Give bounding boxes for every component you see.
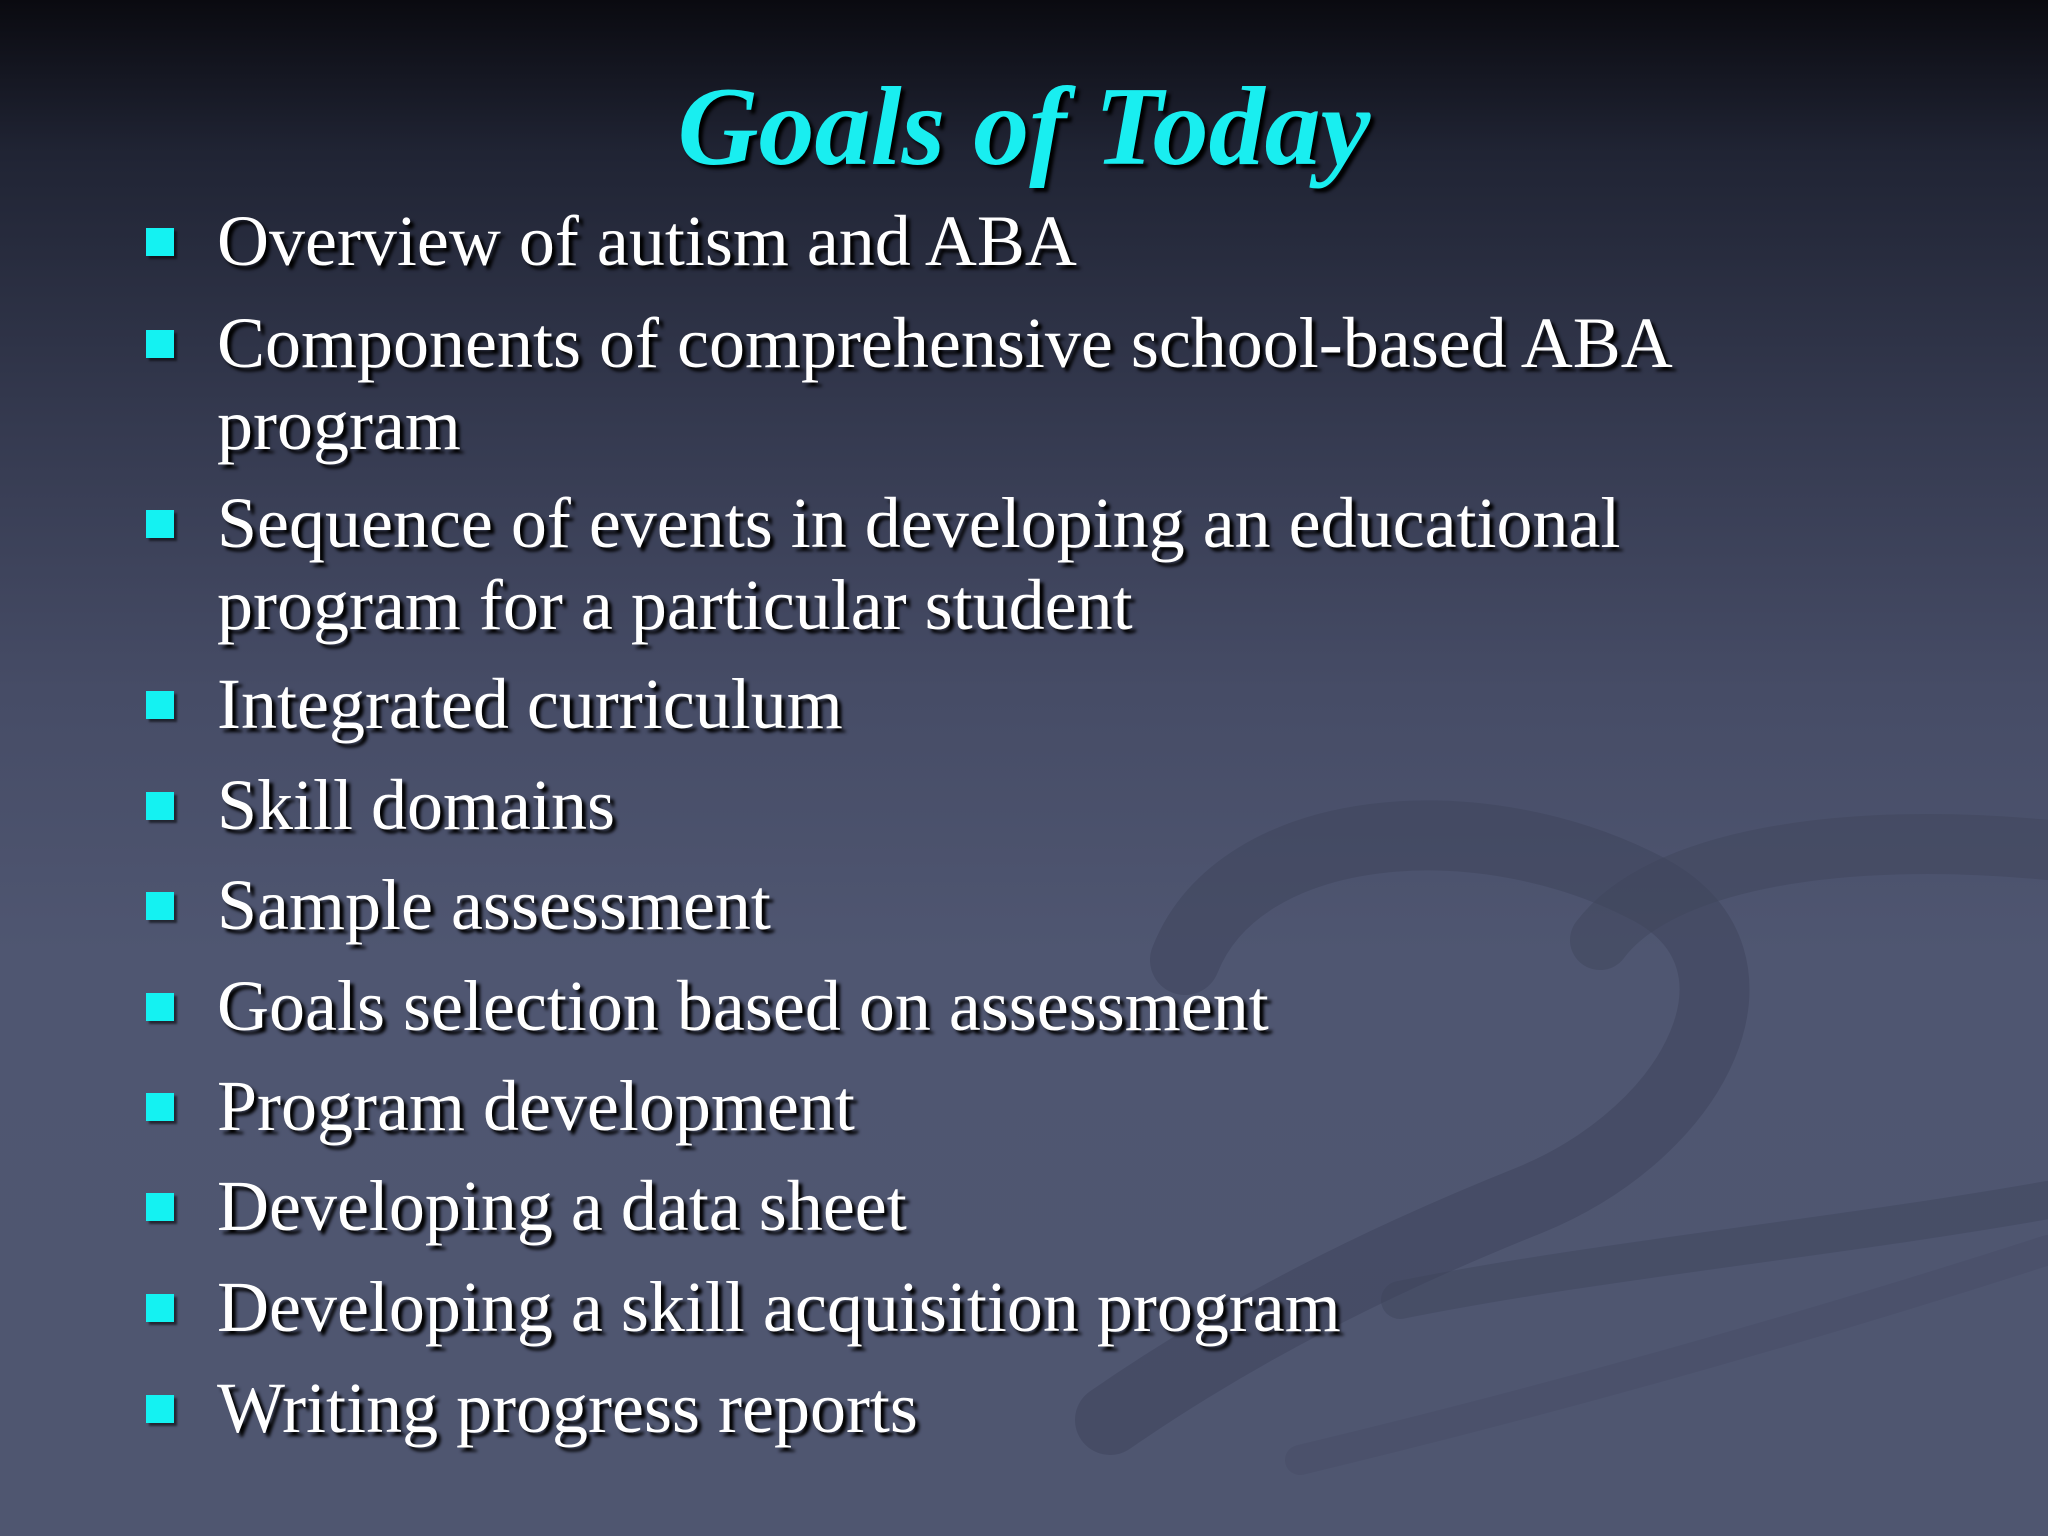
- square-bullet-icon: [146, 1395, 174, 1423]
- bullet-text: Program development: [217, 1066, 855, 1146]
- bullet-text: Skill domains: [217, 765, 616, 845]
- square-bullet-icon: [146, 330, 174, 358]
- bullet-text: Overview of autism and ABA: [217, 201, 1077, 281]
- square-bullet-icon: [146, 1093, 174, 1121]
- bullet-text: Writing progress reports: [217, 1368, 918, 1448]
- square-bullet-icon: [146, 1193, 174, 1221]
- slide-title: Goals of Today: [677, 65, 1371, 189]
- square-bullet-icon: [146, 792, 174, 820]
- bullet-text: Developing a skill acquisition program: [217, 1267, 1341, 1347]
- bullet-text: Sample assessment: [217, 865, 771, 945]
- square-bullet-icon: [146, 510, 174, 538]
- bullet-text: Sequence of events in developing an educational program for a particular student: [217, 483, 1621, 645]
- bullet-text: Components of comprehensive school-based ABA program: [217, 303, 1669, 465]
- square-bullet-icon: [146, 691, 174, 719]
- square-bullet-icon: [146, 892, 174, 920]
- bullet-text: Goals selection based on assessment: [217, 966, 1269, 1046]
- bullet-text: Integrated curriculum: [217, 664, 843, 744]
- square-bullet-icon: [146, 228, 174, 256]
- square-bullet-icon: [146, 993, 174, 1021]
- square-bullet-icon: [146, 1294, 174, 1322]
- bullet-text: Developing a data sheet: [217, 1166, 907, 1246]
